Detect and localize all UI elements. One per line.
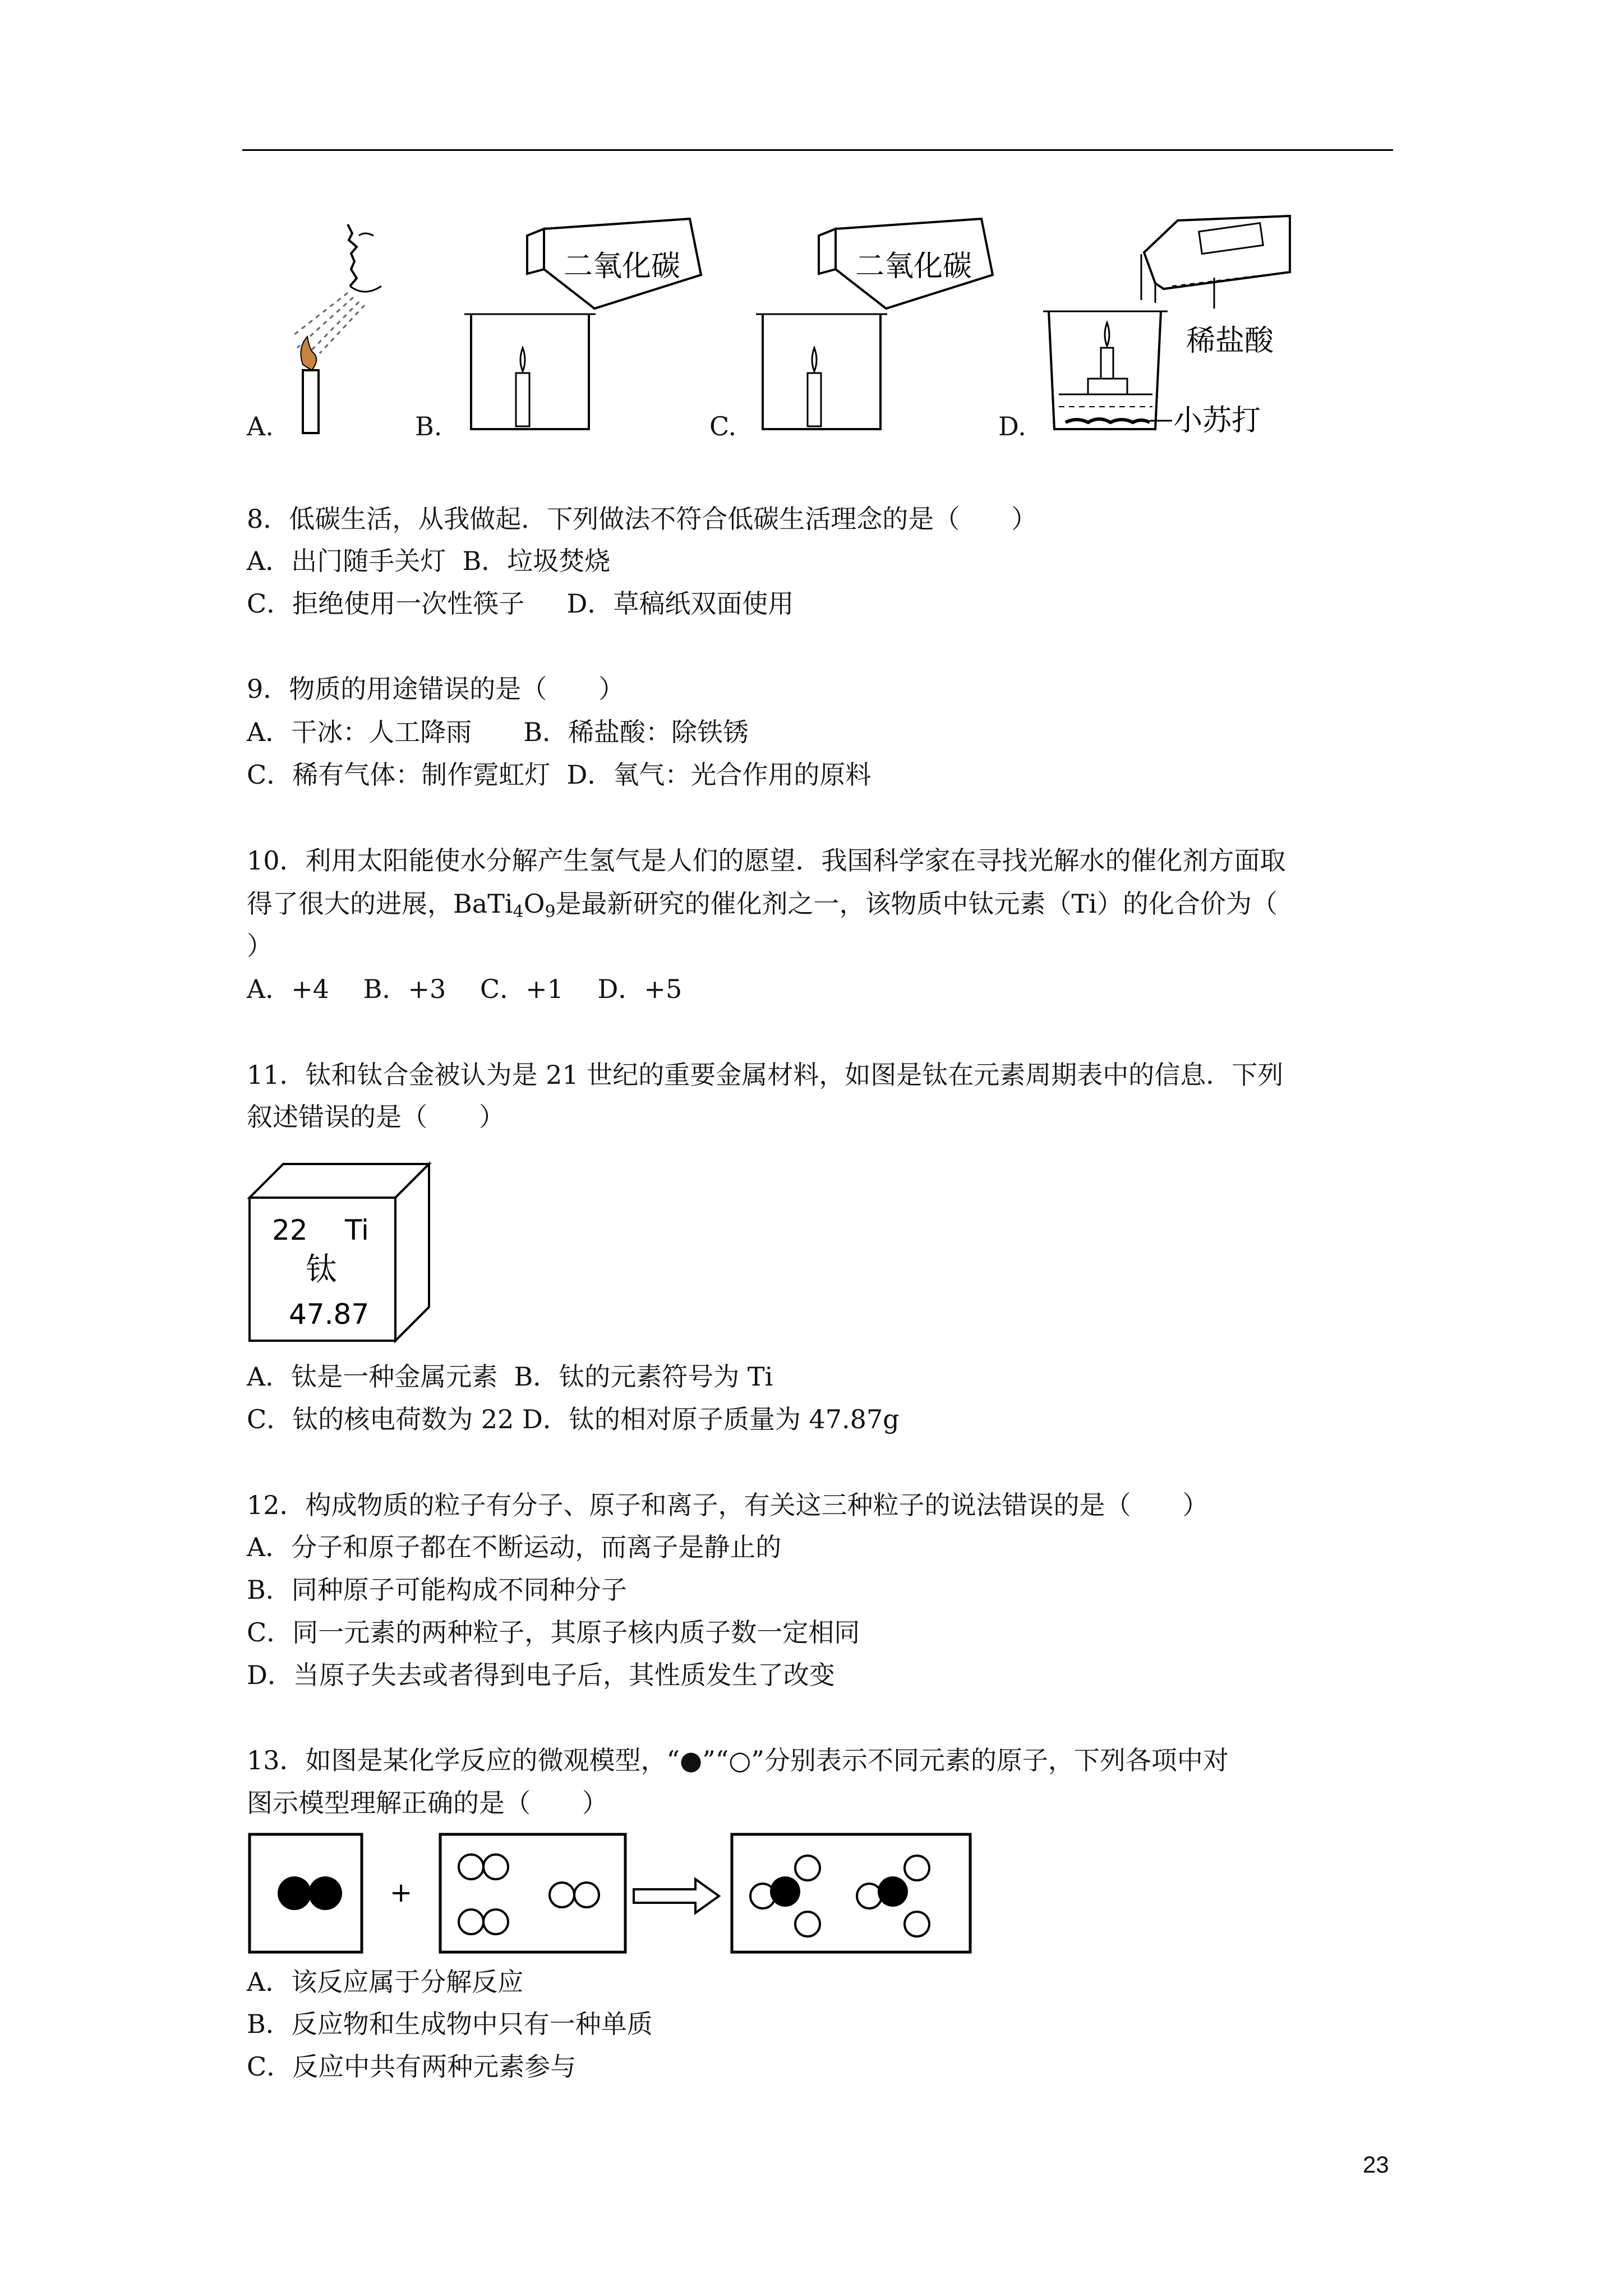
q11-atomic-number: 22 [272,1214,308,1246]
q7-option-d-label: D. [998,411,1026,441]
q10-formula-sub-4: 4 [513,902,524,922]
q8-stem: 8．低碳生活，从我做起．下列做法不符合低碳生活理念的是（ ） [247,504,1038,534]
q7-co2-label-c: 二氧化碳 [855,250,972,283]
q10-formula-sub-9: 9 [545,902,556,922]
q13-option-b: B．反应物和生成物中只有一种单质 [247,2009,653,2039]
q10-stem-line2-post: 是最新研究的催化剂之一，该物质中钛元素（Ti）的化合价为（ [555,889,1278,919]
q7-option-a-label: A. [247,411,274,441]
header-rule [242,149,1393,151]
q7-figure-c-co2-pour [751,213,1004,438]
q11-options-line1: A．钛是一种金属元素 B．钛的元素符号为 Ti [247,1361,773,1392]
q13-black-atom [278,1876,311,1910]
q7-option-b-label: B. [415,411,442,441]
q7-figure-a-breathing-candle [280,213,460,438]
q13-plus-sign: + [390,1877,413,1908]
q10-stem-line3: ） [247,931,273,961]
q13-stem-line2: 图示模型理解正确的是（ ） [247,1788,608,1818]
page-number: 23 [1363,2151,1389,2178]
q11-options-line2: C．钛的核电荷数为 22 D．钛的相对原子质量为 47.87g [247,1404,900,1434]
q13-black-atom [308,1876,342,1910]
q13-reaction-arrow [634,1879,719,1913]
q8-options-line1: A．出门随手关灯 B．垃圾焚烧 [247,546,611,576]
q8-options-line2: C．拒绝使用一次性筷子 D．草稿纸双面使用 [247,588,794,619]
q7-option-c-label: C. [709,411,737,441]
q11-stem-line2: 叙述错误的是（ ） [247,1102,505,1132]
q7-figure-b-co2-pour [460,213,712,438]
q12-option-a: A．分子和原子都在不断运动，而离子是静止的 [247,1532,782,1562]
q12-option-c: C．同一元素的两种粒子，其原子核内质子数一定相同 [247,1617,860,1648]
q12-stem: 12．构成物质的粒子有分子、原子和离子，有关这三种粒子的说法错误的是（ ） [247,1490,1209,1520]
q10-formula-o: O [523,889,545,919]
q9-options-line1: A．干冰：人工降雨 B．稀盐酸：除铁锈 [247,717,749,747]
q13-option-a: A．该反应属于分解反应 [247,1967,524,1997]
q9-options-line2: C．稀有气体：制作霓虹灯 D．氧气：光合作用的原料 [247,760,872,790]
q11-atomic-mass: 47.87 [289,1298,370,1331]
q11-element-name: 钛 [306,1251,337,1288]
q13-option-c: C．反应中共有两种元素参与 [247,2051,577,2082]
q10-stem-line2 [247,888,1278,928]
q10-stem-line1: 10．利用太阳能使水分解产生氢气是人们的愿望．我国科学家在寻找光解水的催化剂方面取 [247,845,1286,876]
q10-options: A．+4 B．+3 C．+1 D．+5 [247,974,683,1004]
q13-reaction-micro-model [247,1829,976,1963]
q7-figure-d-acid-soda [1043,210,1301,440]
q7-acid-label: 稀盐酸 [1186,324,1274,358]
q11-element-symbol: Ti [345,1214,369,1246]
q12-option-b: B．同种原子可能构成不同种分子 [247,1575,627,1605]
q7-soda-label: 小苏打 [1173,404,1261,438]
q13-stem-line1: 13．如图是某化学反应的微观模型，“●”“○”分别表示不同元素的原子，下列各项中对 [247,1745,1229,1775]
q9-stem: 9．物质的用途错误的是（ ） [247,674,625,704]
q12-option-d: D．当原子失去或者得到电子后，其性质发生了改变 [247,1660,835,1690]
q10-stem-line2-pre: 得了很大的进展，BaTi [247,889,513,919]
q11-stem-line1: 11．钛和钛合金被认为是 21 世纪的重要金属材料，如图是钛在元素周期表中的信息．下列 [247,1060,1284,1090]
q11-titanium-element-cube [247,1161,437,1346]
q7-co2-label-b: 二氧化碳 [564,250,681,283]
